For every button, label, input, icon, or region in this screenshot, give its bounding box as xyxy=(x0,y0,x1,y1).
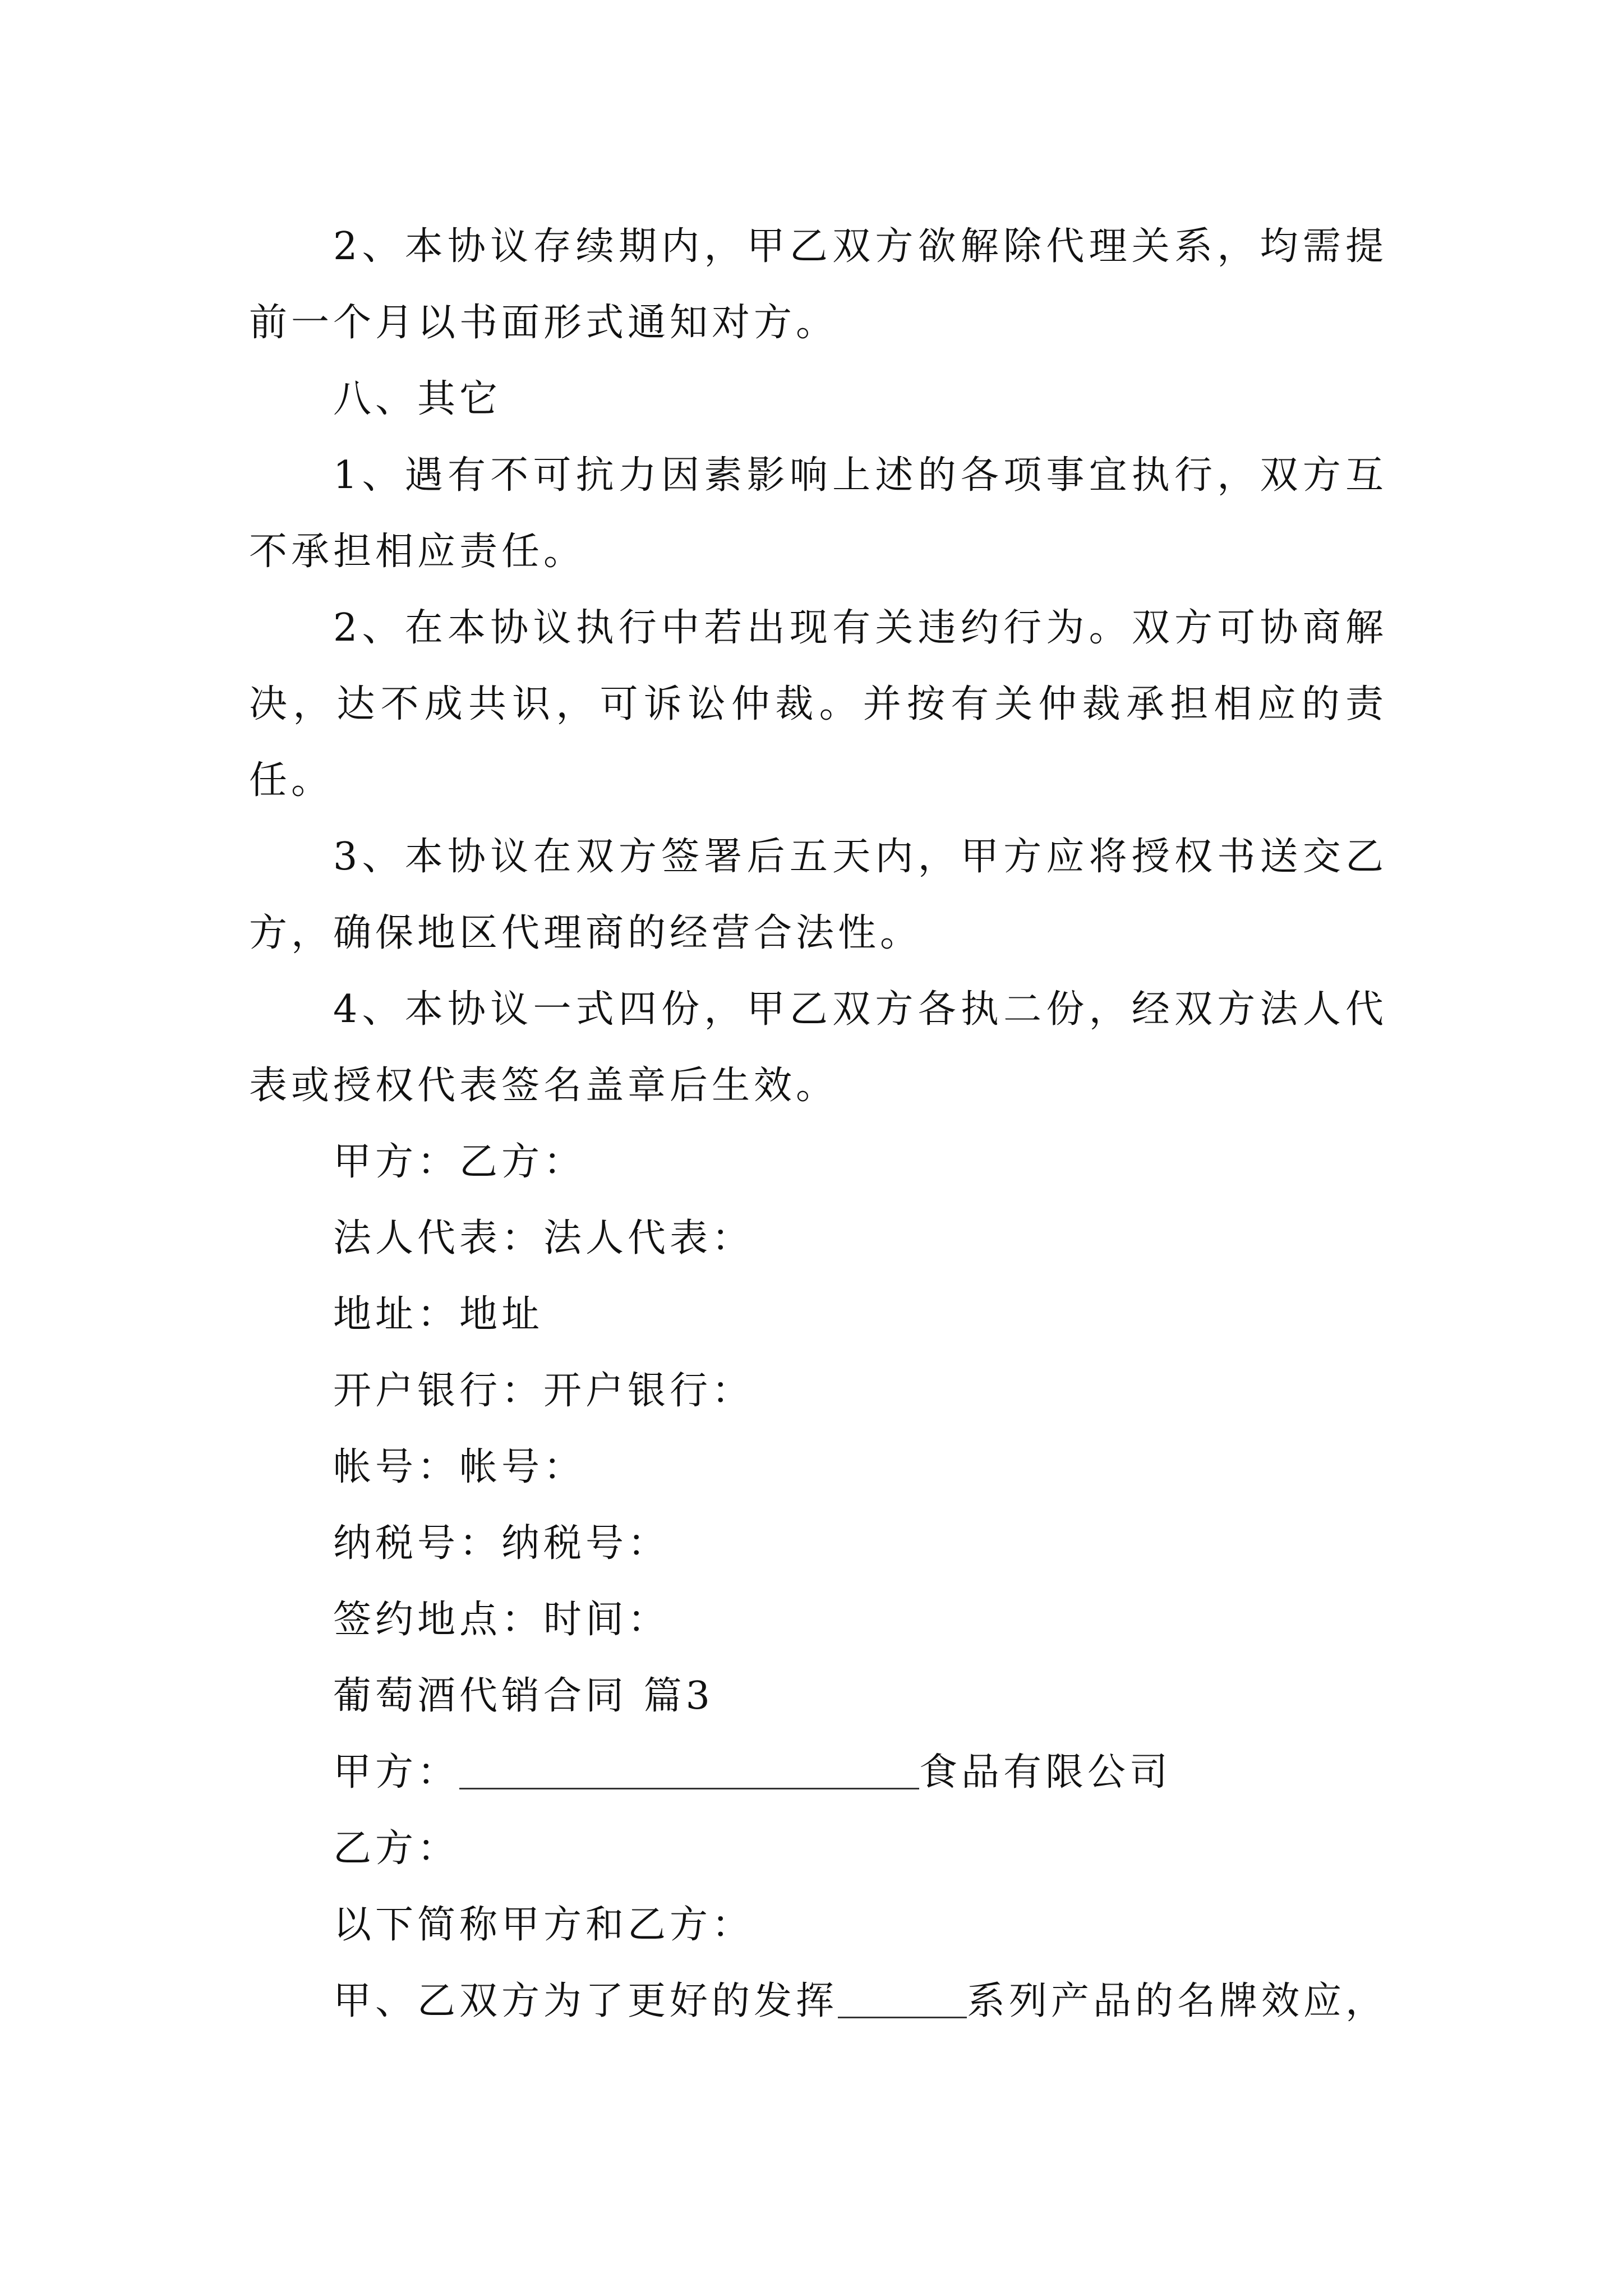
signature-place-time-line: 签约地点：时间： xyxy=(333,1598,670,1642)
signature-bank-line: 开户银行：开户银行： xyxy=(333,1369,754,1413)
purpose-prefix: 甲、乙双方为了更好的发挥 xyxy=(333,1979,838,2023)
signature-tax-line: 纳税号：纳税号： xyxy=(333,1521,670,1566)
product-series-blank xyxy=(838,1977,967,2018)
signature-party-line: 甲方：乙方： xyxy=(333,1140,586,1184)
paragraph-termination-notice: 2、本协议存续期内，甲乙双方欲解除代理关系，均需提前一个月以书面形式通知对方。 xyxy=(249,224,1387,345)
party-a-line xyxy=(249,1734,1387,1811)
abbrev-line: 以下简称甲方和乙方： xyxy=(333,1903,754,1947)
document-body xyxy=(249,209,1387,2040)
section-title: 葡萄酒代销合同 篇3 xyxy=(333,1674,714,1718)
party-a-suffix: 食品有限公司 xyxy=(919,1750,1172,1795)
paragraph-copies: 4、本协议一式四份，甲乙双方各执二份，经双方法人代表或授权代表签名盖章后生效。 xyxy=(249,987,1387,1108)
party-b-line: 乙方： xyxy=(333,1826,460,1871)
party-a-blank xyxy=(459,1749,919,1789)
paragraph-breach: 2、在本协议执行中若出现有关违约行为。双方可协商解决，达不成共识，可诉讼仲裁。并按有关仲裁承担相应的责任。 xyxy=(249,606,1387,803)
signature-legal-rep-line: 法人代表：法人代表： xyxy=(333,1216,754,1260)
purpose-suffix: 系列产品的名牌效应， xyxy=(967,1979,1388,2023)
paragraph-authorization: 3、本协议在双方签署后五天内，甲方应将授权书送交乙方，确保地区代理商的经营合法性。 xyxy=(249,835,1387,955)
signature-account-line: 帐号：帐号： xyxy=(333,1445,586,1489)
signature-address-line: 地址：地址 xyxy=(333,1292,544,1337)
paragraph-force-majeure: 1、遇有不可抗力因素影响上述的各项事宜执行，双方互不承担相应责任。 xyxy=(249,453,1387,574)
party-a-label: 甲方： xyxy=(333,1750,460,1795)
section-heading-other: 八、其它 xyxy=(333,377,502,421)
purpose-line xyxy=(249,1963,1387,2040)
